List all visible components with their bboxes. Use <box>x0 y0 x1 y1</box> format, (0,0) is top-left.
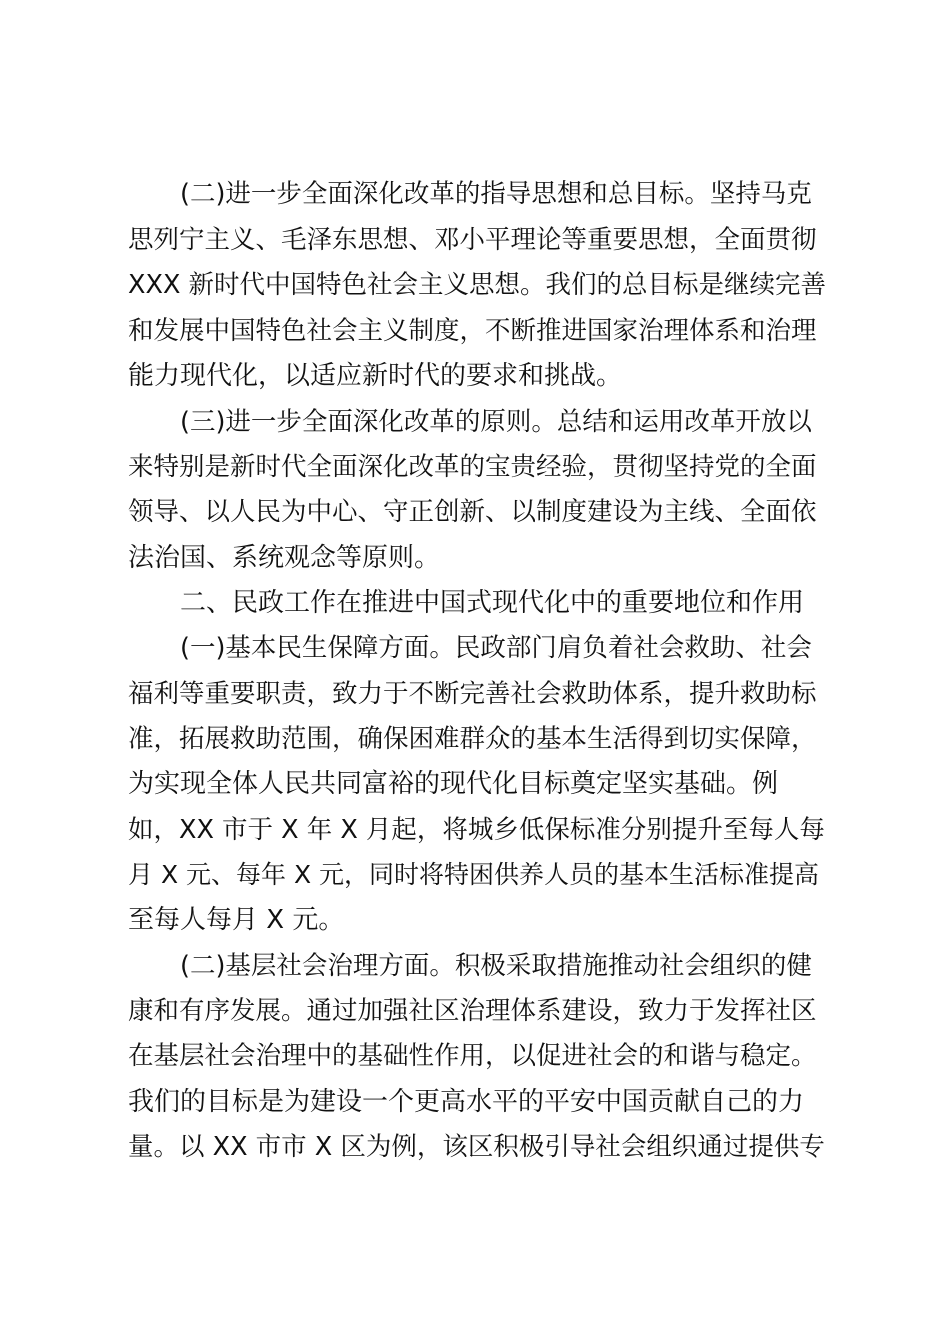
text-line: 能力现代化，以适应新时代的要求和挑战。 <box>128 361 623 391</box>
text-line: (二)进一步全面深化改革的指导思想和总目标。坚持马克 <box>180 179 812 209</box>
text-line: 思列宁主义、毛泽东思想、邓小平理论等重要思想，全面贯彻 <box>128 225 817 255</box>
text-line: 在基层社会治理中的基础性作用，以促进社会的和谐与稳定。 <box>128 1041 817 1071</box>
text-line: 为实现全体人民共同富裕的现代化目标奠定坚实基础。例 <box>128 769 779 799</box>
text-line: (二)基层社会治理方面。积极采取措施推动社会组织的健 <box>180 951 812 981</box>
text-line: 领导、以人民为中心、守正创新、以制度建设为主线、全面依 <box>128 497 817 527</box>
text-line: 如，XX 市于 X 年 X 月起，将城乡低保标准分别提升至每人每 <box>128 815 825 845</box>
text-line: 法治国、系统观念等原则。 <box>128 543 441 573</box>
text-line: 来特别是新时代全面深化改革的宝贵经验，贯彻坚持党的全面 <box>128 452 817 482</box>
text-line: 康和有序发展。通过加强社区治理体系建设，致力于发挥社区 <box>128 996 817 1026</box>
text-line: (一)基本民生保障方面。民政部门肩负着社会救助、社会 <box>180 633 812 663</box>
text-line: XXX 新时代中国特色社会主义思想。我们的总目标是继续完善 <box>128 270 827 300</box>
text-line: (三)进一步全面深化改革的原则。总结和运用改革开放以 <box>180 407 812 437</box>
text-line: 我们的目标是为建设一个更高水平的平安中国贡献自己的力 <box>128 1087 805 1117</box>
text-line: 月 X 元、每年 X 元，同时将特困供养人员的基本生活标准提高 <box>128 860 820 889</box>
text-line: 和发展中国特色社会主义制度，不断推进国家治理体系和治理 <box>128 316 817 346</box>
section-heading: 二、民政工作在推进中国式现代化中的重要地位和作用 <box>180 588 805 618</box>
text-line: 准，拓展救助范围，确保困难群众的基本生活得到切实保障， <box>128 724 817 754</box>
text-line: 福利等重要职责，致力于不断完善社会救助体系，提升救助标 <box>128 679 817 709</box>
text-line: 至每人每月 X 元。 <box>128 905 345 935</box>
text-line: 量。以 XX 市市 X 区为例，该区积极引导社会组织通过提供专 <box>128 1132 825 1162</box>
